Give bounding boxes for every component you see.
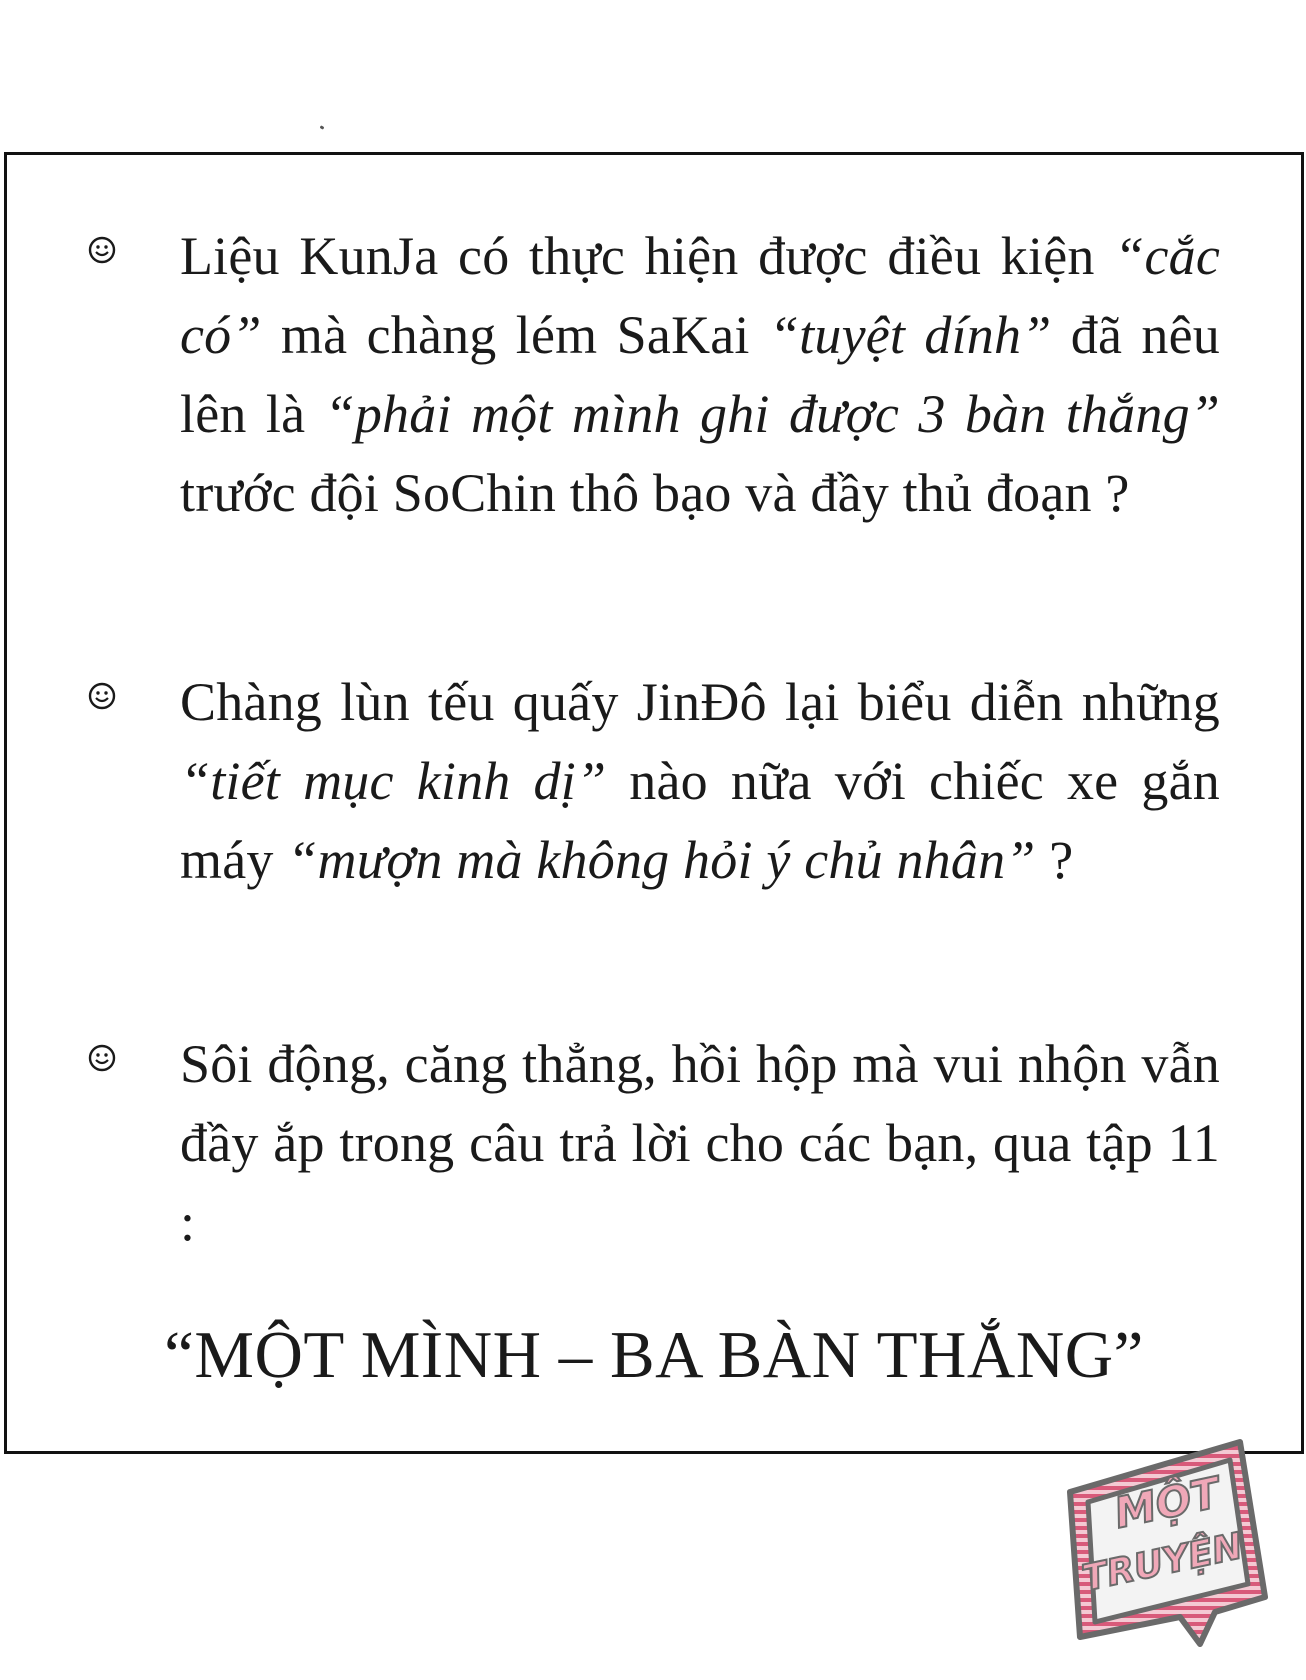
smiley-bullet-icon bbox=[87, 235, 117, 265]
item-text: Chàng lùn tếu quấy JinĐô lại biểu diễn những “tiết mục kinh dị” nào nữa với chiếc xe gắn máy “mượn mà không hỏi ý chủ nhân” ? bbox=[180, 672, 1220, 890]
item-text: Liệu KunJa có thực hiện được điều kiện “cắc có” mà chàng lém SaKai “tuyệt dính” đã nêu lên là “phải một mình ghi được 3 bàn thắng” trước đội SoChin thô bạo và đầy thủ đoạn ? bbox=[180, 226, 1221, 523]
content-box bbox=[4, 152, 1304, 1454]
item-text: Sôi động, căng thẳng, hồi hộp mà vui nhộn vẫn đầy ắp trong câu trả lời cho các bạn, qua tập 11 : bbox=[180, 1034, 1220, 1252]
svg-text:MỘT: MỘT bbox=[1109, 1467, 1224, 1538]
smiley-bullet-icon bbox=[87, 1043, 117, 1073]
svg-text:TRUYỆN: TRUYỆN bbox=[1078, 1525, 1247, 1600]
smiley-bullet-icon bbox=[87, 681, 117, 711]
scan-speck bbox=[320, 125, 325, 130]
headline: “MỘT MÌNH – BA BÀN THẮNG” bbox=[164, 1318, 1144, 1392]
mot-truyen-watermark-logo bbox=[1040, 1422, 1280, 1652]
